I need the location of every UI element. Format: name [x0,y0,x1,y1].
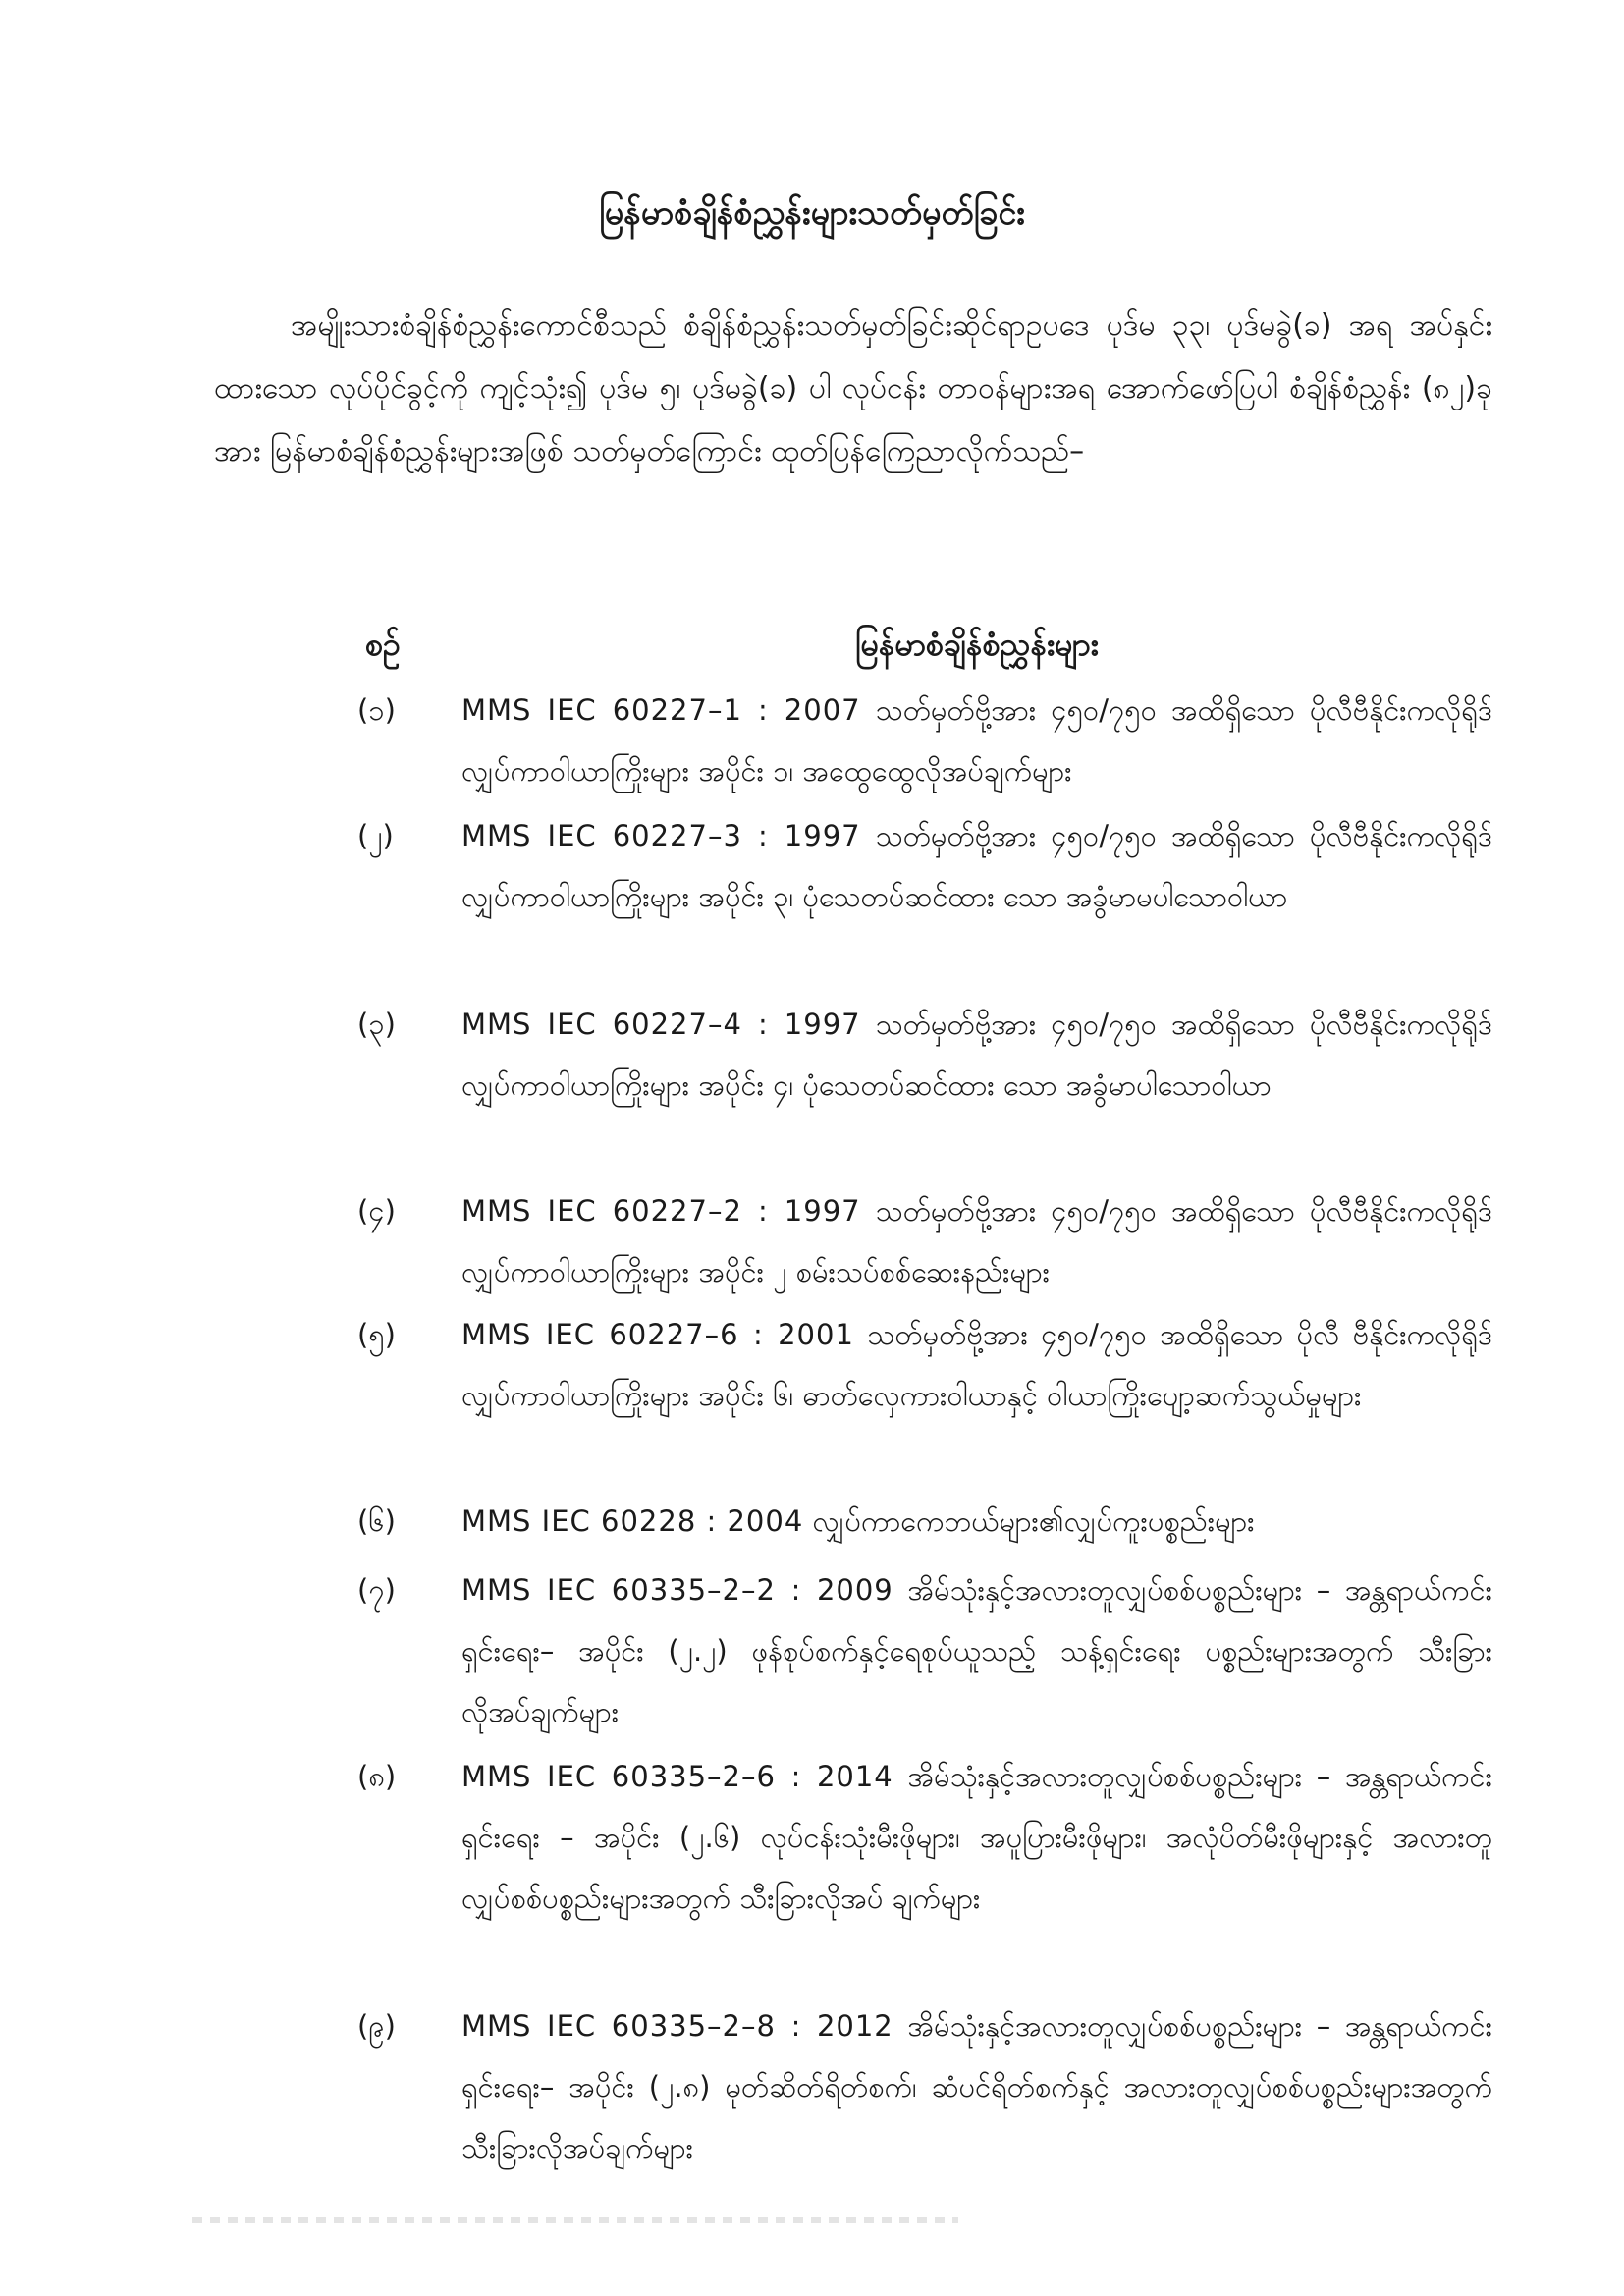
item-description [461,994,1492,1116]
standard-code: MMS IEC 60335–2–6 : 2014 [461,1760,893,1793]
standard-title: သတ်မှတ်ဗို့အား ၄၅၀/၇၅၀ အထိရှိသော ပိုလီ ဗီနိုင်းကလိုရိုဒ်လျှပ်ကာဝါယာကြိုးများ အပိုင်း ၆၊ ဓာတ်လှေကားဝါယာနှင့် ဝါယာကြိုးပျော့ဆက်သွယ်မှုများ [461,1318,1492,1412]
item-description [461,1559,1492,1742]
scan-artifact-line [192,2217,958,2223]
page-title: မြန်မာစံချိန်စံညွှန်းများသတ်မှတ်ခြင်း [599,193,1025,233]
item-description [461,1746,1492,1929]
item-number: (၇) [357,1573,396,1607]
standard-code: MMS IEC 60227–1 : 2007 [461,693,861,727]
number-column-header: စဉ် [365,626,401,663]
standard-code: MMS IEC 60228 : 2004 [461,1504,804,1538]
standard-title: အိမ်သုံးနှင့်အလားတူလျှပ်စစ်ပစ္စည်းများ – အန္တရာယ်ကင်းရှင်းရေး – အပိုင်း (၂.၆) လုပ်ငန်းသုံးမီးဖိုများ၊ အပူပြားမီးဖိုများ၊ အလုံပိတ်မီးဖိုများနှင့် အလားတူလျှပ်စစ်ပစ္စည်းများအတွက် သီးခြားလိုအပ် ချက်များ [461,1760,1493,1915]
item-number: (၂) [357,819,394,852]
item-description [461,1180,1492,1302]
standard-code: MMS IEC 60227–6 : 2001 [461,1318,854,1351]
standard-code: MMS IEC 60335–2–8 : 2012 [461,2009,893,2043]
item-description [461,1995,1492,2178]
item-description [461,1304,1492,1426]
standard-title: သတ်မှတ်ဗို့အား ၄၅၀/၇၅၀ အထိရှိသော ပိုလီဗီနိုင်းကလိုရိုဒ်လျှပ်ကာဝါယာကြိုးများ အပိုင်း ၃၊ ပုံသေတပ်ဆင်ထား သော အခွံမာမပါသောဝါယာ [461,819,1492,913]
standard-title: အိမ်သုံးနှင့်အလားတူလျှပ်စစ်ပစ္စည်းများ – အန္တရာယ်ကင်းရှင်းရေး– အပိုင်း (၂.၈) မုတ်ဆိတ်ရိတ်စက်၊ ဆံပင်ရိတ်စက်နှင့် အလားတူလျှပ်စစ်ပစ္စည်းများအတွက် သီးခြားလိုအပ်ချက်များ [461,2009,1493,2164]
item-number: (၄) [357,1194,396,1228]
item-description [461,1491,1492,1552]
item-number: (၁) [357,693,396,727]
standard-title: အိမ်သုံးနှင့်အလားတူလျှပ်စစ်ပစ္စည်းများ – အန္တရာယ်ကင်းရှင်းရေး– အပိုင်း (၂.၂) ဖုန်စုပ်စက်နှင့်ရေစုပ်ယူသည့် သန့်ရှင်းရေး ပစ္စည်းများအတွက် သီးခြားလိုအပ်ချက်များ [461,1573,1493,1728]
standard-title: သတ်မှတ်ဗို့အား ၄၅၀/၇၅၀ အထိရှိသော ပိုလီဗီနိုင်းကလိုရိုဒ်လျှပ်ကာဝါယာကြိုးများ အပိုင်း ၂ စမ်းသပ်စစ်ဆေးနည်းများ [461,1194,1492,1288]
item-number: (၅) [357,1318,396,1351]
standard-code: MMS IEC 60227–3 : 1997 [461,819,861,852]
item-description [461,680,1492,801]
standard-code: MMS IEC 60227–2 : 1997 [461,1194,861,1228]
intro-paragraph: အမျိုးသားစံချိန်စံညွှန်းကောင်စီသည် စံချိန်စံညွှန်းသတ်မှတ်ခြင်းဆိုင်ရာဥပဒေ ပုဒ်မ ၃၃၊ ပုဒ်မခွဲ(ခ) အရ အပ်နှင်းထားသော လုပ်ပိုင်ခွင့်ကို ကျင့်သုံး၍ ပုဒ်မ ၅၊ ပုဒ်မခွဲ(ခ) ပါ လုပ်ငန်း တာဝန်များအရ အောက်ဖော်ပြပါ စံချိန်စံညွှန်း (၈၂)ခုအား မြန်မာစံချိန်စံညွှန်းများအဖြစ် သတ်မှတ်ကြောင်း ထုတ်ပြန်ကြေညာလိုက်သည်– [214,308,1492,468]
item-number: (၈) [357,1760,397,1793]
standards-column-header: မြန်မာစံချိန်စံညွှန်းများ [855,626,1099,663]
item-number: (၉) [357,2009,396,2043]
standard-title: သတ်မှတ်ဗို့အား ၄၅၀/၇၅၀ အထိရှိသော ပိုလီဗီနိုင်းကလိုရိုဒ်လျှပ်ကာဝါယာကြိုးများ အပိုင်း ၄၊ ပုံသေတပ်ဆင်ထား သော အခွံမာပါသောဝါယာ [461,1008,1492,1102]
standard-code: MMS IEC 60335–2–2 : 2009 [461,1573,893,1607]
standard-code: MMS IEC 60227–4 : 1997 [461,1008,861,1041]
standard-title: သတ်မှတ်ဗို့အား ၄၅၀/၇၅၀ အထိရှိသော ပိုလီဗီနိုင်းကလိုရိုဒ်လျှပ်ကာဝါယာကြိုးများ အပိုင်း ၁၊ အထွေထွေလိုအပ်ချက်များ [461,693,1492,788]
item-description [461,805,1492,927]
standard-title: လျှပ်ကာကေဘယ်များ၏လျှပ်ကူးပစ္စည်းများ [812,1504,1255,1538]
item-number: (၆) [357,1504,396,1538]
table-header [0,617,1624,672]
item-number: (၃) [357,1008,396,1041]
